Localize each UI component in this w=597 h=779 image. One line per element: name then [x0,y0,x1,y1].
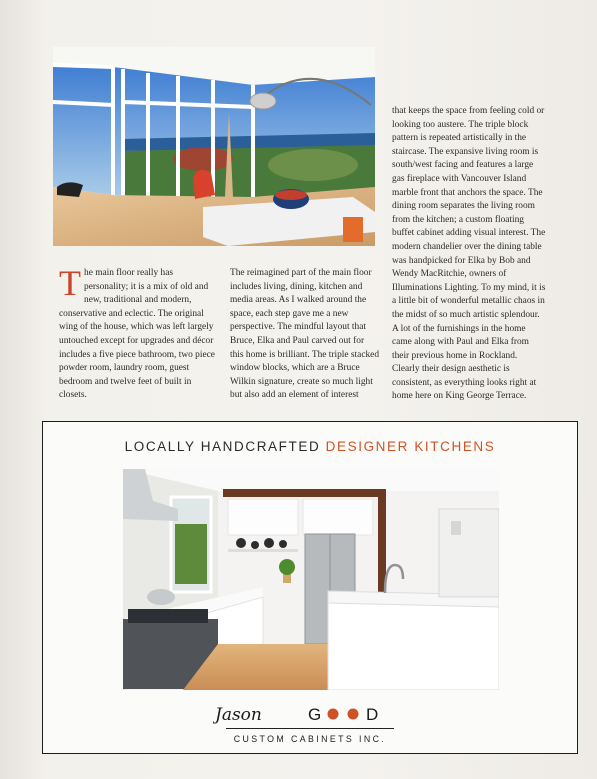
article-column-1 [59,263,219,403]
logo-rule [226,728,394,729]
ad-headline-plain: LOCALLY HANDCRAFTED [124,439,326,454]
logo-o-dot-icon [328,709,339,720]
kitchen-photo [123,469,499,690]
article-column-3 [392,105,547,404]
column-2-text: The reimagined part of the main floor includes living, dining, kitchen and media areas. As I walked around the space, each step gave me a new perspective. The mindful layout that Bruce, Elka and Paul carved out for this home is brilliant. The triple stacked window blocks, which are a Bruce Wilkin signature, create so much light but also add an element of interest [230,268,380,401]
logo-d: D [366,705,379,724]
column-1-text: he main floor really has personality; it is a mix of old and new, traditional and modern, conservative and eclectic. The original wing of the house, which was left largely untouched except for upgrades and décor includes a five piece bathroom, two piece powder room, laundry room, guest bedroom and twelve feet of built in closets. [59,268,215,401]
living-room-photo [53,47,375,246]
jason-good-logo [213,703,413,725]
ad-headline [43,439,577,454]
kitchen-advertisement [42,421,578,754]
ad-headline-accent: DESIGNER KITCHENS [325,439,496,454]
logo-o-dot-icon [348,709,359,720]
logo-subtitle: CUSTOM CABINETS INC. [233,734,387,744]
logo-script: Jason [215,705,262,725]
logo-g: G [308,705,322,724]
article-column-2 [230,267,379,403]
column-3-text: that keeps the space from feeling cold or looking too austere. The triple block pattern is repeated artistically in the staircase. The expansive living room is south/west facing and features a large gas fireplace with Vancouver Island marble front that anchors the space. The dining room separates the living room from the kitchen; a custom floating buffet cabinet adding visual interest. The modern chandelier over the dining table was handpicked for Elka by Bob and Wendy MacRitchie, owners of Illuminations Lighting. To my mind, it is a little bit of wonderful metallic chaos in the midst of so much artistic splendour. A lot of the furnishings in the home came along with Paul and Elka from their previous home in Rockland. Clearly their design aesthetic is consistent, as everything looks right at home here on King George Terrace. [392,106,546,402]
drop-cap: T [59,263,81,303]
